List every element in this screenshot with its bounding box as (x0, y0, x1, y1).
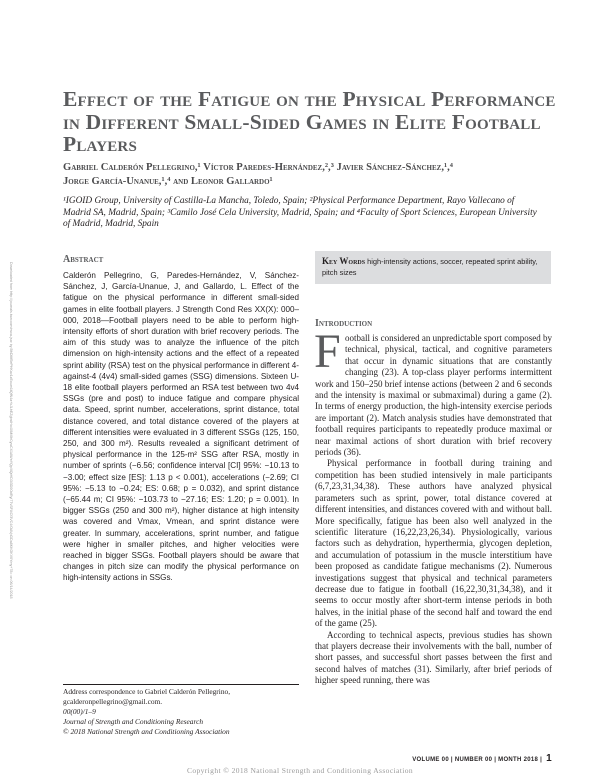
folio (412, 753, 552, 764)
journal-name: Journal of Strength and Conditioning Research (63, 717, 204, 726)
author-line-2: Jorge García-Unanue,¹,⁴ and Leonor Gallardo¹ (63, 176, 273, 187)
folio-text: VOLUME 00 | NUMBER 00 | MONTH 2018 | (412, 757, 543, 763)
affiliations: ¹IGOID Group, University of Castilla-La Mancha, Toledo, Spain; ²Physical Performance Department, Rayo Vallecano of Madrid SA, Madrid, Spain; ³Camilo José Cela University, Madrid, Spain; and ⁴Faculty of Sport Sciences, European University of Madrid, Madrid, Spain (63, 196, 537, 229)
download-watermark (3, 262, 13, 599)
intro-paragraph-2: Physical performance in football during training and competition has been studied intensively in male participants (6,7,23,31,34,38). These authors have analyzed physical parameters such as sprint, power, total distance covered at different intensities, and distances covered with and without ball. More specifically, fatigue has been also well analyzed in the scientific literature (16,22,23,26,34). Physiologically, various factors such as dehydration, hyperthermia, glycogen depletion, and accumulation of potassium in the muscle interstitium have been proposed as candidate fatigue mechanisms (2). Numerous investigations suggest that physical and technical parameters decrease due to fatigue in football (16,22,30,31,34,38), and it seems to occur mostly after short-term intense periods in both halves, in the initial phase of the second half and toward the end of the game (25). (315, 458, 552, 629)
copyright-footer: Copyright © 2018 National Strength and Conditioning Association (186, 766, 414, 775)
download-watermark-text: Downloaded from http://journals.lww.com/nsca-jscr by BhDMf5ePHKav1zEoum1tQfN4a+kJLhEZgbsIHo4XMi0hCywCX1AWnYQp/IlQrHD3i3D0OdRyi7TvSFl4Cf3VC4/OAVpDDa8KKGKV0Ymy+78= on 06/14/2018 (9, 262, 13, 599)
intro-paragraph-3: According to technical aspects, previous studies has shown that players decrease their involvements with the ball, number of short passes, and successful short passes between the first and second halves of matches (31). Similarly, after brief periods of higher speed running, there was (315, 629, 552, 686)
article-title: Effect of the Fatigue on the Physical Performance in Different Small-Sided Games in Elite Football Players (63, 87, 556, 156)
issue-number: 00(00)/1–9 (63, 707, 96, 716)
key-words-text: high-intensity actions, soccer, repeated sprint ability, pitch sizes (322, 257, 538, 277)
key-words-box (315, 251, 551, 284)
page-number: 1 (546, 753, 552, 764)
author-line-1: Gabriel Calderón Pellegrino,¹ Víctor Paredes-Hernández,²,³ Javier Sánchez-Sánchez,¹,⁴ (63, 162, 453, 173)
journal-copyright: © 2018 National Strength and Conditioning Association (63, 727, 230, 736)
introduction-body (315, 333, 552, 687)
abstract-heading: Abstract (63, 254, 104, 265)
footnote-rule (63, 684, 299, 685)
intro-paragraph-1: ootball is considered an unpredictable sport composed by technical, physical, tactical, and cognitive parameters that occur in dynamic situations that are constantly changing (23). A top-class player performs intermittent work and 150–250 brief intense actions (between 2 and 6 seconds and the intensity is maximal or submaximal) during a game (2). In terms of energy production, the high-intensity exercise periods are important (2). Match analysis studies have demonstrated that football requires participants to repeatedly produce maximal or near maximal actions of short duration with brief recovery periods (36). (315, 333, 552, 458)
key-words-heading: Key Words (322, 256, 366, 266)
footnote (63, 687, 299, 737)
author-list (63, 161, 543, 189)
correspondence: Address correspondence to Gabriel Calderón Pellegrino, gcalderonpellegrino@gmail.com. (63, 687, 231, 706)
introduction-heading: Introduction (315, 318, 373, 329)
drop-cap: F (314, 325, 341, 378)
abstract-text: Calderón Pellegrino, G, Paredes-Hernández, V, Sánchez-Sánchez, J, García-Unanue, J, and Gallardo, L. Effect of the fatigue on the physical performance in different small-sided games in elite football players. J Strength Cond Res XX(X): 000–000, 2018—Football players need to be able to perform high-intensity efforts of short duration with brief recovery periods. The aim of this study was to analyze the influence of the pitch dimension on high-intensity actions and the effect of a repeated sprint ability (RSA) test on the physical performance in different 4-against-4 (4v4) small-sided games (SSG) dimensions. Sixteen U-18 elite football players performed an RSA test between two 4v4 SSGs (pre and post) to induce fatigue and compare physical data. Speed, sprint number, accelerations, sprint distance, total distance covered, and total distance covered of the players at different intensities were evaluated in 3 different SSGs (125, 150, 250, and 300 m²). Results revealed a significant detriment of physical performance in the 125-m² SSG after RSA, mostly in number of sprints (−6.56; confidence interval [CI] 95%: −10.13 to −3.00; effect size [ES]: 1.13 p < 0.001), accelerations (−2.69; CI 95%: −5.13 to −0.24; ES: 0.68; p = 0.032), and sprint distance (−65.44 m; CI 95%: −103.73 to −27.16; ES: 1.20; p = 0.001). In bigger SSGs (250 and 300 m²), higher distance at high intensity was covered and Vmax, Vmean, and sprint distance were greater. In summary, accelerations, sprint number, and fatigue were higher in smaller pitches, and higher velocities were reached in bigger SSGs. Football players should be aware that changes in pitch size can modify the physical performance on high-intensity actions in SSGs. (63, 271, 299, 583)
key-words (322, 256, 544, 278)
